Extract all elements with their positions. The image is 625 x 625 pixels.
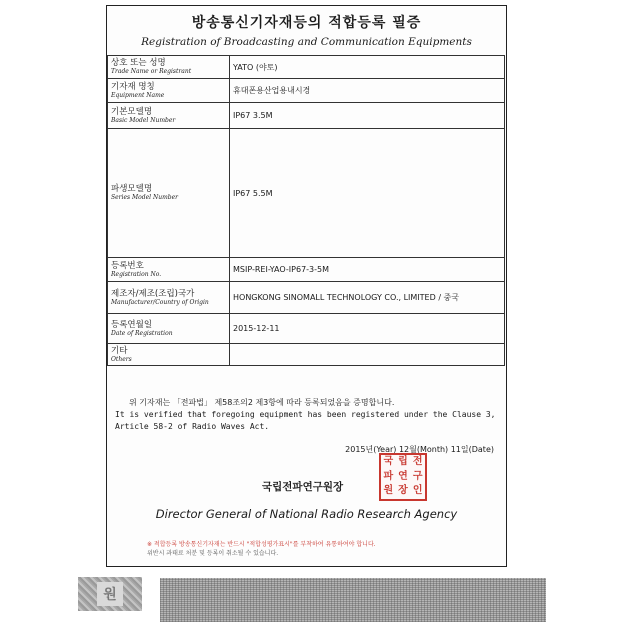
label-en: Equipment Name	[111, 91, 165, 99]
seal-char: 연	[398, 470, 408, 482]
table-row	[108, 314, 505, 344]
label-en: Manufacturer/Country of Origin	[111, 298, 209, 306]
label-en: Others	[111, 355, 132, 363]
label-en: Trade Name or Registrant	[111, 68, 192, 75]
blurred-strip	[160, 578, 546, 622]
seal-char: 국	[383, 456, 394, 467]
row-label	[108, 314, 230, 344]
row-label	[108, 56, 230, 79]
label-en: Date of Registration	[111, 329, 173, 337]
notice-line-2: 위반시 과태료 처분 및 등록이 취소될 수 있습니다.	[147, 550, 279, 557]
table-row	[108, 282, 505, 314]
table-row	[108, 103, 505, 129]
certificate-title-korean: 방송통신기자재등의 적합등록 필증	[191, 15, 422, 31]
seal-char: 장	[398, 485, 408, 497]
seal-char: 전	[412, 456, 423, 467]
row-value: 휴대폰용산업용내시경	[230, 79, 505, 103]
row-value: MSIP-REI-YAO-IP67-3-5M	[230, 258, 505, 282]
label-ko: 기타	[111, 345, 128, 356]
registration-table	[107, 55, 505, 366]
row-label	[108, 129, 230, 258]
seal-char: 원	[383, 485, 394, 497]
row-label	[108, 344, 230, 366]
row-value: YATO (야토)	[230, 56, 505, 79]
row-label	[108, 103, 230, 129]
certificate-title-english: Registration of Broadcasting and Communication Equipments	[141, 36, 472, 48]
row-value: IP67 5.5M	[230, 129, 505, 258]
label-en: Registration No.	[111, 270, 162, 278]
statement-korean: 위 기자재는 「전파법」 제58조의2 제3항에 따라 등록되었음을 증명합니다.	[129, 398, 395, 407]
label-ko: 기본모델명	[111, 106, 153, 117]
label-en: Basic Model Number	[111, 116, 176, 124]
row-label	[108, 282, 230, 314]
table-row	[108, 344, 505, 366]
row-value: IP67 3.5M	[230, 103, 505, 129]
institute-name-korean: 국립전파연구원장	[262, 481, 344, 493]
table-row	[108, 129, 505, 258]
seal-char: 파	[383, 470, 394, 482]
seal-char: 립	[398, 456, 408, 467]
director-title-english: Director General of National Radio Research Agency	[155, 507, 458, 521]
label-ko: 기자재 명칭	[111, 81, 155, 92]
label-ko: 파생모델명	[111, 184, 153, 194]
issue-date: 2015년(Year) 12월(Month) 11일(Date)	[345, 445, 494, 454]
row-label	[108, 258, 230, 282]
table-row	[108, 258, 505, 282]
table-row	[108, 56, 505, 79]
blurred-mark-text: 원	[97, 582, 123, 606]
label-ko: 제조자/제조(조립)국가	[111, 288, 195, 299]
row-value: HONGKONG SINOMALL TECHNOLOGY CO., LIMITED / 중국	[230, 282, 505, 314]
notice-line-1: ※ 적합등록 방송통신기자재는 반드시 "적합성평가표시"를 부착하여 유통하여야 합니다.	[147, 541, 376, 548]
label-ko: 등록번호	[111, 260, 144, 271]
label-en: Series Model Number	[111, 194, 179, 201]
footer-notice	[147, 540, 486, 558]
seal-char: 인	[412, 485, 423, 497]
table-row	[108, 79, 505, 103]
label-ko: 등록연월일	[111, 319, 153, 330]
registration-certificate	[106, 5, 507, 567]
row-label	[108, 79, 230, 103]
certification-statement	[115, 397, 498, 433]
statement-english-line-2: Article 58-2 of Radio Waves Act.	[115, 422, 270, 431]
row-value	[230, 344, 505, 366]
row-value: 2015-12-11	[230, 314, 505, 344]
statement-english-line-1: It is verified that foregoing equipment has been registered under the Clause 3,	[115, 410, 496, 419]
label-ko: 상호 또는 성명	[111, 58, 166, 68]
seal-char: 구	[412, 470, 423, 482]
official-seal-stamp	[379, 453, 427, 501]
blurred-mark	[78, 577, 142, 611]
